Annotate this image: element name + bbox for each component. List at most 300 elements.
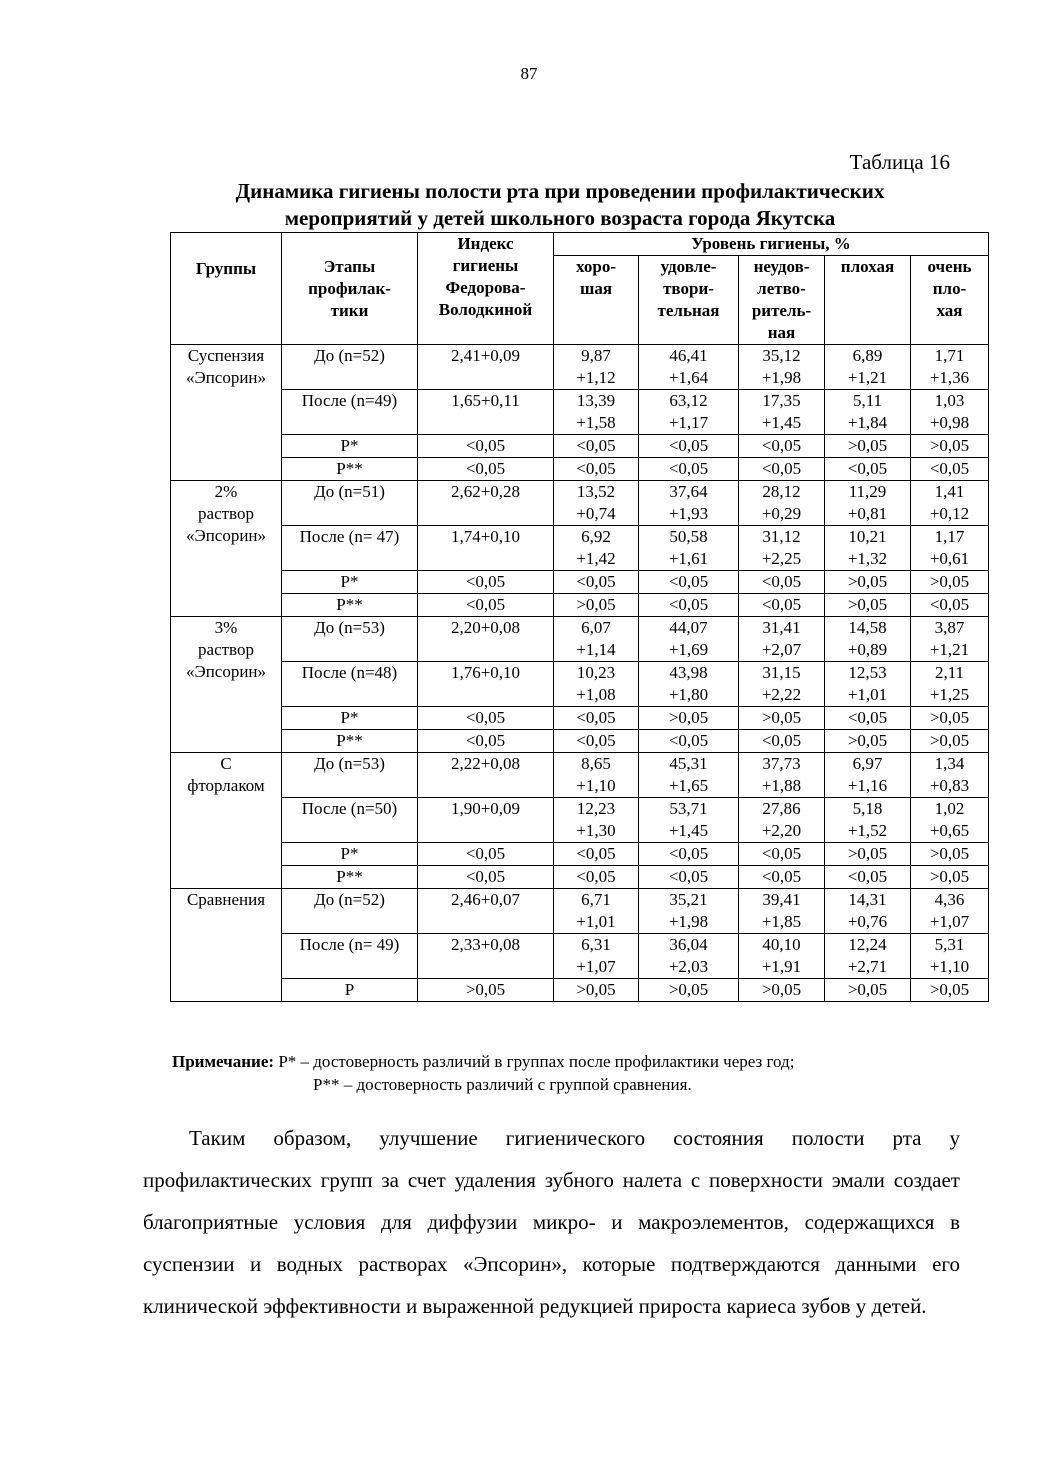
cell-line: ритель- <box>751 301 812 320</box>
cell-line: пло- <box>932 279 967 298</box>
index-cell: <0,05 <box>418 843 554 866</box>
cell-line: +1,01 <box>847 685 888 704</box>
cell-line: неудов- <box>753 257 810 276</box>
cell-line: <0,05 <box>761 436 802 455</box>
value-cell <box>825 979 911 1002</box>
value-cell <box>825 571 911 594</box>
cell-line: 28,12 <box>762 482 801 501</box>
cell-line: 63,12 <box>669 391 708 410</box>
cell-line: 6,31 <box>581 935 611 954</box>
cell-line: 40,10 <box>762 935 801 954</box>
cell-line: 17,35 <box>762 391 801 410</box>
value-cell <box>825 866 911 889</box>
cell-line: +0,74 <box>576 504 616 523</box>
cell-line: <0,05 <box>668 436 709 455</box>
cell-line: +2,22 <box>761 685 802 704</box>
cell-line: <0,05 <box>576 572 616 591</box>
value-cell <box>739 843 825 866</box>
index-cell: <0,05 <box>418 707 554 730</box>
body-paragraph: Таким образом, улучшение гигиенического состояния полости рта у профилактических групп за счет удаления зубного налета с поверхности эмали создает благоприятные условия для диффузии микро- и макроэлементов, содержащихся в суспензии и водных растворах «Эпсорин», которые подтверждаются данными его клинической эффективности и выраженной редукцией прироста кариеса зубов у детей. <box>143 1126 960 1318</box>
value-cell <box>639 458 739 481</box>
cell-line: <0,05 <box>668 731 709 750</box>
value-cell <box>554 866 639 889</box>
cell-line: <0,05 <box>668 844 709 863</box>
cell-line: >0,05 <box>668 708 709 727</box>
cell-line: +0,83 <box>929 776 970 795</box>
cell-line: 1,41 <box>934 482 965 501</box>
value-cell <box>554 594 639 617</box>
value-cell <box>911 707 989 730</box>
cell-line: «Эпсорин» <box>185 368 267 387</box>
group-name <box>171 889 282 1002</box>
cell-line: +0,65 <box>929 821 970 840</box>
group-name <box>171 753 282 889</box>
cell-line: раствор <box>198 640 254 659</box>
cell-line: <0,05 <box>847 867 888 886</box>
cell-line: <0,05 <box>576 731 616 750</box>
value-cell <box>739 662 825 707</box>
cell-line: +0,61 <box>929 549 970 568</box>
cell-line: удовле- <box>660 257 717 276</box>
cell-line: >0,05 <box>929 708 970 727</box>
cell-line: +1,45 <box>761 413 802 432</box>
value-cell <box>825 707 911 730</box>
stage-cell: После (n=48) <box>282 662 418 707</box>
value-cell <box>639 889 739 934</box>
index-cell: 2,22+0,08 <box>418 753 554 798</box>
table-row <box>171 889 989 934</box>
value-cell <box>825 934 911 979</box>
cell-line: >0,05 <box>847 436 888 455</box>
table-row <box>171 594 989 617</box>
cell-line: +2,07 <box>761 640 802 659</box>
cell-line: +1,69 <box>668 640 709 659</box>
cell-line: +2,71 <box>847 957 888 976</box>
page-number: 87 <box>520 64 538 83</box>
cell-line: +1,07 <box>929 912 970 931</box>
header-row <box>171 233 989 256</box>
cell-line: +1,10 <box>929 957 970 976</box>
stage-cell: Р* <box>282 435 418 458</box>
cell-line: 12,23 <box>576 799 616 818</box>
value-cell <box>639 979 739 1002</box>
cell-line: 11,29 <box>848 482 887 501</box>
cell-line: 53,71 <box>669 799 708 818</box>
stage-cell: До (n=51) <box>282 481 418 526</box>
value-cell <box>911 866 989 889</box>
cell-line: 5,11 <box>852 391 883 410</box>
index-cell: 2,20+0,08 <box>418 617 554 662</box>
cell-line: +1,84 <box>847 413 888 432</box>
index-cell: <0,05 <box>418 594 554 617</box>
cell-line: 35,21 <box>669 890 708 909</box>
value-cell <box>639 390 739 435</box>
header-level: Уровень гигиены, % <box>554 233 989 256</box>
header-level-4 <box>911 256 989 345</box>
value-cell <box>911 798 989 843</box>
cell-line: очень <box>927 257 972 276</box>
table-row <box>171 435 989 458</box>
value-cell <box>911 594 989 617</box>
cell-line: +2,03 <box>668 957 709 976</box>
cell-line: твори- <box>663 279 714 298</box>
value-cell <box>739 481 825 526</box>
cell-line: 27,86 <box>762 799 801 818</box>
value-cell <box>639 843 739 866</box>
value-cell <box>911 617 989 662</box>
cell-line: 13,39 <box>576 391 616 410</box>
value-cell <box>554 662 639 707</box>
value-cell <box>911 345 989 390</box>
value-cell <box>739 390 825 435</box>
cell-line: 46,41 <box>669 346 708 365</box>
value-cell <box>554 435 639 458</box>
cell-line: <0,05 <box>576 436 616 455</box>
table-row <box>171 843 989 866</box>
cell-line: 6,92 <box>581 527 611 546</box>
cell-line: 43,98 <box>669 663 708 682</box>
cell-line: 10,23 <box>576 663 616 682</box>
cell-line: 5,31 <box>934 935 965 954</box>
cell-line: >0,05 <box>929 844 970 863</box>
cell-line: +1,32 <box>847 549 888 568</box>
header-level-0 <box>554 256 639 345</box>
cell-line: ная <box>767 323 796 342</box>
cell-line: Володкиной <box>438 300 533 319</box>
cell-line: 12,53 <box>848 663 887 682</box>
cell-line: >0,05 <box>576 980 616 999</box>
cell-line: хоро- <box>576 257 616 276</box>
cell-line: +1,98 <box>761 368 802 387</box>
header-level-1 <box>639 256 739 345</box>
index-cell: 1,65+0,11 <box>418 390 554 435</box>
cell-line: 1,03 <box>934 391 965 410</box>
cell-line: >0,05 <box>576 595 616 614</box>
value-cell <box>554 526 639 571</box>
table-row <box>171 866 989 889</box>
stage-cell: Р* <box>282 571 418 594</box>
value-cell <box>554 889 639 934</box>
value-cell <box>554 843 639 866</box>
index-cell: 2,33+0,08 <box>418 934 554 979</box>
group-name <box>171 617 282 753</box>
cell-line: +0,76 <box>847 912 888 931</box>
value-cell <box>739 435 825 458</box>
cell-line: гигиены <box>452 256 519 275</box>
cell-line: >0,05 <box>668 980 709 999</box>
cell-line: 14,31 <box>848 890 887 909</box>
value-cell <box>911 435 989 458</box>
value-cell <box>911 889 989 934</box>
table-label: Таблица 16 <box>849 150 950 174</box>
cell-line: <0,05 <box>668 459 709 478</box>
value-cell <box>739 345 825 390</box>
cell-line: >0,05 <box>847 572 888 591</box>
value-cell <box>554 707 639 730</box>
index-cell: 1,74+0,10 <box>418 526 554 571</box>
cell-line: >0,05 <box>761 980 802 999</box>
cell-line: +1,42 <box>576 549 616 568</box>
cell-line: <0,05 <box>847 708 888 727</box>
cell-line: >0,05 <box>847 844 888 863</box>
stage-cell: После (n=50) <box>282 798 418 843</box>
stage-cell: До (n=53) <box>282 617 418 662</box>
cell-line: тельная <box>657 301 720 320</box>
cell-line: <0,05 <box>576 844 616 863</box>
value-cell <box>639 617 739 662</box>
cell-line: 1,71 <box>934 346 965 365</box>
stage-cell: Р** <box>282 594 418 617</box>
value-cell <box>554 979 639 1002</box>
value-cell <box>911 390 989 435</box>
value-cell <box>911 730 989 753</box>
index-cell: <0,05 <box>418 458 554 481</box>
group-name <box>171 481 282 617</box>
cell-line: +1,21 <box>847 368 888 387</box>
value-cell <box>825 481 911 526</box>
value-cell <box>639 866 739 889</box>
cell-line: <0,05 <box>929 459 970 478</box>
value-cell <box>739 798 825 843</box>
value-cell <box>554 617 639 662</box>
cell-line: С <box>220 754 232 773</box>
note-line-1: Р* – достоверность различий в группах после профилактики через год; <box>274 1052 795 1071</box>
value-cell <box>639 707 739 730</box>
cell-line: 4,36 <box>934 890 965 909</box>
cell-line: <0,05 <box>847 459 888 478</box>
cell-line: 6,97 <box>852 754 883 773</box>
cell-line: 31,15 <box>762 663 801 682</box>
cell-line: 14,58 <box>848 618 887 637</box>
value-cell <box>639 435 739 458</box>
cell-line: 5,18 <box>852 799 883 818</box>
cell-line: фторлаком <box>187 776 265 795</box>
cell-line: 8,65 <box>581 754 611 773</box>
cell-line: +1,91 <box>761 957 802 976</box>
table-row <box>171 571 989 594</box>
cell-line: 45,31 <box>669 754 708 773</box>
value-cell <box>825 662 911 707</box>
cell-line: профилак- <box>308 278 391 298</box>
cell-line: +1,17 <box>668 413 709 432</box>
cell-line: <0,05 <box>668 572 709 591</box>
hygiene-table <box>170 232 989 1002</box>
cell-line: +1,61 <box>668 549 709 568</box>
value-cell <box>639 594 739 617</box>
table-row <box>171 481 989 526</box>
cell-line: раствор <box>198 504 254 523</box>
index-cell: 2,62+0,28 <box>418 481 554 526</box>
value-cell <box>825 390 911 435</box>
value-cell <box>825 526 911 571</box>
cell-line: <0,05 <box>761 867 802 886</box>
cell-line: +0,81 <box>847 504 888 523</box>
cell-line: <0,05 <box>761 595 802 614</box>
cell-line: 12,24 <box>848 935 887 954</box>
stage-cell: Р <box>282 979 418 1002</box>
table-row <box>171 979 989 1002</box>
value-cell <box>739 594 825 617</box>
value-cell <box>825 843 911 866</box>
cell-line: +0,89 <box>847 640 888 659</box>
cell-line: хая <box>936 301 963 320</box>
cell-line: +1,93 <box>668 504 709 523</box>
cell-line: +1,25 <box>929 685 970 704</box>
value-cell <box>739 979 825 1002</box>
value-cell <box>554 934 639 979</box>
value-cell <box>739 458 825 481</box>
cell-line: «Эпсорин» <box>185 526 267 545</box>
cell-line: +1,16 <box>847 776 888 795</box>
stage-cell: После (n= 47) <box>282 526 418 571</box>
cell-line: <0,05 <box>761 731 802 750</box>
cell-line: 1,02 <box>934 799 965 818</box>
cell-line: +1,14 <box>576 640 616 659</box>
cell-line: +2,25 <box>761 549 802 568</box>
table-row <box>171 662 989 707</box>
cell-line: +1,30 <box>576 821 616 840</box>
cell-line: +1,01 <box>576 912 616 931</box>
cell-line: плохая <box>840 257 895 276</box>
value-cell <box>911 571 989 594</box>
cell-line: >0,05 <box>929 867 970 886</box>
value-cell <box>911 753 989 798</box>
cell-line: 35,12 <box>762 346 801 365</box>
index-cell: 1,76+0,10 <box>418 662 554 707</box>
header-groups: Группы <box>171 233 282 345</box>
cell-line: >0,05 <box>847 731 888 750</box>
cell-line: +1,52 <box>847 821 888 840</box>
cell-line: летво- <box>757 279 806 298</box>
cell-line: +1,98 <box>668 912 709 931</box>
cell-line: +1,64 <box>668 368 709 387</box>
table-row <box>171 934 989 979</box>
cell-line: <0,05 <box>576 867 616 886</box>
value-cell <box>639 571 739 594</box>
cell-line: 3,87 <box>934 618 965 637</box>
value-cell <box>739 889 825 934</box>
value-cell <box>739 934 825 979</box>
cell-line: 1,17 <box>934 527 965 546</box>
cell-line: Этапы <box>323 256 376 276</box>
value-cell <box>825 458 911 481</box>
value-cell <box>639 753 739 798</box>
cell-line: +1,65 <box>668 776 709 795</box>
table-row <box>171 707 989 730</box>
index-cell: <0,05 <box>418 730 554 753</box>
value-cell <box>639 934 739 979</box>
value-cell <box>739 526 825 571</box>
index-cell: >0,05 <box>418 979 554 1002</box>
stage-cell: Р** <box>282 866 418 889</box>
value-cell <box>911 979 989 1002</box>
note-line-2: Р** – достоверность различий с группой сравнения. <box>313 1075 692 1094</box>
value-cell <box>911 934 989 979</box>
value-cell <box>911 662 989 707</box>
table-note <box>172 1050 972 1096</box>
value-cell <box>554 390 639 435</box>
cell-line: <0,05 <box>761 844 802 863</box>
stage-cell: Р* <box>282 843 418 866</box>
value-cell <box>639 798 739 843</box>
value-cell <box>911 481 989 526</box>
stage-cell: Р** <box>282 730 418 753</box>
cell-line: «Эпсорин» <box>185 662 267 681</box>
cell-line: 9,87 <box>581 346 611 365</box>
note-label: Примечание: <box>172 1052 275 1071</box>
cell-line: +1,21 <box>929 640 970 659</box>
cell-line: >0,05 <box>761 708 802 727</box>
cell-line: <0,05 <box>576 459 616 478</box>
cell-line: +0,12 <box>929 504 970 523</box>
cell-line: 39,41 <box>762 890 801 909</box>
cell-line: 1,34 <box>934 754 965 773</box>
index-cell: 2,41+0,09 <box>418 345 554 390</box>
stage-cell: После (n=49) <box>282 390 418 435</box>
cell-line: 2% <box>214 482 238 501</box>
value-cell <box>739 571 825 594</box>
value-cell <box>554 345 639 390</box>
stage-cell: После (n= 49) <box>282 934 418 979</box>
cell-line: шая <box>579 279 613 298</box>
cell-line: >0,05 <box>929 731 970 750</box>
value-cell <box>639 481 739 526</box>
value-cell <box>639 526 739 571</box>
cell-line: +1,10 <box>576 776 616 795</box>
value-cell <box>825 798 911 843</box>
stage-cell: До (n=52) <box>282 889 418 934</box>
table-title-line-1: Динамика гигиены полости рта при проведении профилактических <box>235 179 885 203</box>
value-cell <box>739 866 825 889</box>
group-name <box>171 345 282 481</box>
value-cell <box>554 571 639 594</box>
index-cell: <0,05 <box>418 866 554 889</box>
cell-line: 37,64 <box>669 482 708 501</box>
cell-line: Сравнения <box>186 890 266 909</box>
cell-line: +1,36 <box>929 368 970 387</box>
index-cell: <0,05 <box>418 571 554 594</box>
value-cell <box>739 730 825 753</box>
index-cell: <0,05 <box>418 435 554 458</box>
value-cell <box>911 458 989 481</box>
value-cell <box>825 730 911 753</box>
cell-line: <0,05 <box>761 459 802 478</box>
cell-line: тики <box>330 300 369 320</box>
cell-line: 31,12 <box>762 527 801 546</box>
cell-line: 44,07 <box>669 618 708 637</box>
value-cell <box>554 458 639 481</box>
table-row <box>171 390 989 435</box>
cell-line: <0,05 <box>761 572 802 591</box>
table-row <box>171 617 989 662</box>
cell-line: +1,12 <box>576 368 616 387</box>
index-cell: 2,46+0,07 <box>418 889 554 934</box>
cell-line: +2,20 <box>761 821 802 840</box>
value-cell <box>739 617 825 662</box>
cell-line: Суспензия <box>187 346 265 365</box>
stage-cell: Р** <box>282 458 418 481</box>
cell-line: +0,98 <box>929 413 970 432</box>
header-level-2 <box>739 256 825 345</box>
value-cell <box>825 753 911 798</box>
value-cell <box>739 707 825 730</box>
header-stages <box>282 233 418 345</box>
stage-cell: Р* <box>282 707 418 730</box>
cell-line: 2,11 <box>934 663 965 682</box>
value-cell <box>639 730 739 753</box>
value-cell <box>825 594 911 617</box>
cell-line: +1,08 <box>576 685 616 704</box>
